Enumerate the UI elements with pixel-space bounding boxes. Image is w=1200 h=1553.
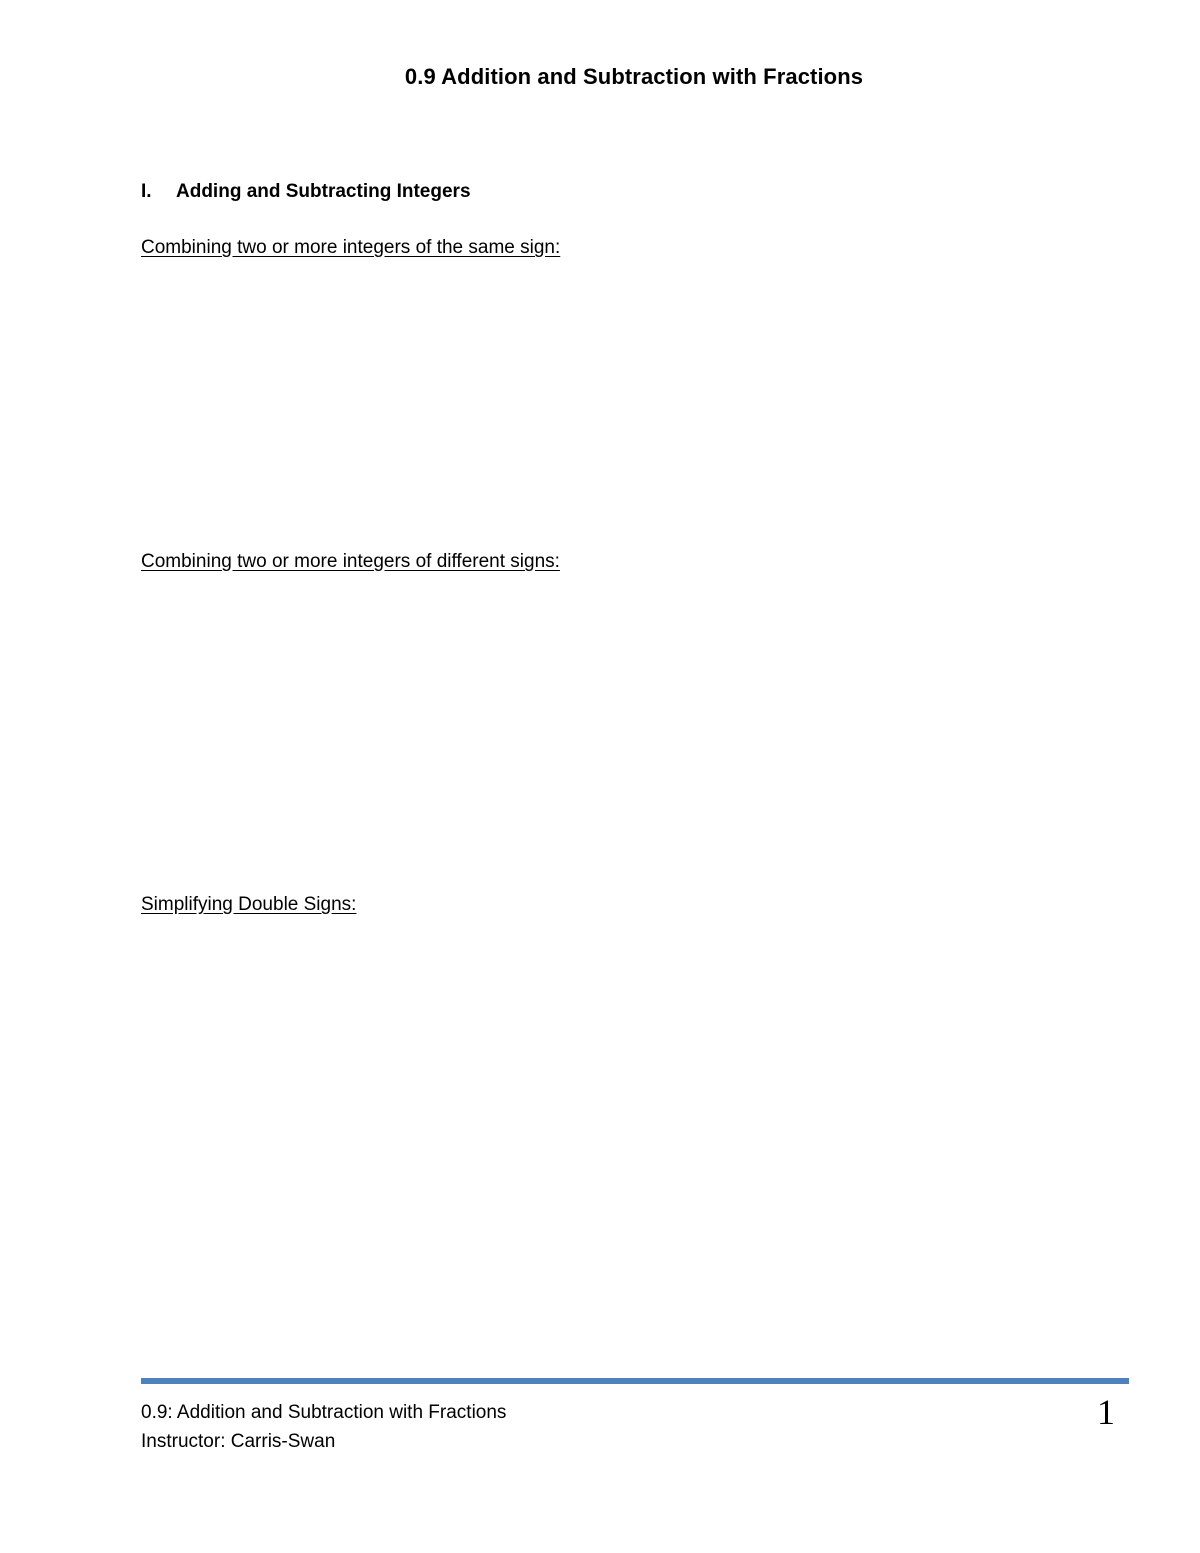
footer-divider	[141, 1378, 1129, 1384]
footer-course-title: 0.9: Addition and Subtraction with Fractions	[141, 1402, 507, 1423]
section-heading	[141, 181, 471, 203]
page-title: 0.9 Addition and Subtraction with Fractions	[404, 64, 864, 89]
subheading-double-signs: Simplifying Double Signs:	[141, 894, 357, 915]
subheading-same-sign: Combining two or more integers of the same sign:	[141, 237, 561, 258]
page-number: 1	[1097, 1392, 1115, 1432]
section-heading-text: Adding and Subtracting Integers	[176, 181, 471, 202]
section-numeral: I.	[141, 181, 152, 202]
footer-instructor: Instructor: Carris-Swan	[141, 1431, 336, 1452]
subheading-different-signs: Combining two or more integers of different signs:	[141, 551, 560, 572]
